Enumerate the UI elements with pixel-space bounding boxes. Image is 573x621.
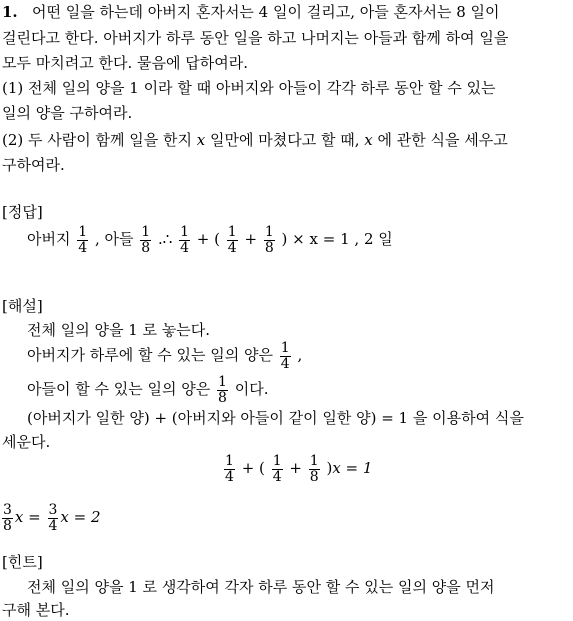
explanation-frac-1-8: $\frac{1}{8}$ [218, 373, 227, 406]
hint-heading: [힌트] [2, 553, 43, 571]
explanation-line-2: 아버지가 하루에 할 수 있는 일의 양은 $\frac{1}{4}$ , [27, 339, 303, 372]
problem-number: 1. [2, 3, 18, 21]
answer-frac-1-4-c: $\frac{1}{4}$ [227, 223, 237, 256]
question-2-var: x [196, 131, 206, 149]
hint-line-1: 전체 일의 양을 1 로 생각하여 각자 하루 동안 할 수 있는 일의 양을 먼저 [27, 578, 495, 596]
answer-son-label: , 아들 [94, 230, 134, 248]
question-2-text-a: (2) 두 사람이 함께 일을 한지 [2, 131, 192, 149]
question-2-text-b: 일만에 마쳤다고 할 때, [210, 131, 360, 149]
problem-text-1: 어떤 일을 하는데 아버지 혼자서는 4 일이 걸리고, 아들 혼자서는 8 일이 [31, 3, 500, 21]
problem-line-3: 모두 마치려고 한다. 물음에 답하여라. [2, 54, 248, 72]
question-1-line-2: 일의 양을 구하여라. [2, 104, 133, 122]
explanation-line-3: 아들이 할 수 있는 일의 양은 $\frac{1}{8}$ 이다. [27, 373, 269, 406]
question-2-text-c: 에 관한 식을 세우고 [377, 131, 508, 149]
explanation-eq-tail: x = 1 [332, 459, 373, 477]
answer-tail: , 2 일 [354, 230, 393, 248]
explanation-final-equation: $\frac{3}{8}$ x = $\frac{3}{4}$ x = 2 [3, 501, 101, 534]
answer-therefore: .∴ [157, 230, 173, 248]
explanation-heading: [해설] [2, 297, 43, 315]
answer-father-label: 아버지 [27, 230, 71, 248]
problem-line-1 [2, 2, 570, 22]
question-2-var-2: x [364, 131, 373, 149]
explanation-line-3-text: 아들이 할 수 있는 일의 양은 [27, 380, 211, 398]
explanation-frac-1-4: $\frac{1}{4}$ [280, 339, 290, 372]
answer-heading: [정답] [2, 203, 43, 221]
problem-line-2: 걸린다고 한다. 아버지가 하루 동안 일을 하고 나머지는 아들과 함께 하여 일을 [2, 29, 509, 47]
question-2-line-1 [2, 130, 508, 150]
hint-line-2: 구해 본다. [2, 601, 70, 619]
explanation-line-5: 세운다. [2, 433, 51, 451]
explanation-line-4: (아버지가 일한 양) + (아버지와 아들이 같이 일한 양) = 1 을 이용하여 식을 [27, 409, 524, 427]
explanation-final-a: x = [14, 508, 41, 526]
answer-frac-1-4-b: $\frac{1}{4}$ [180, 223, 189, 256]
answer-frac-1-8-b: $\frac{1}{8}$ [264, 223, 274, 256]
question-2-line-2: 구하여라. [2, 156, 65, 174]
answer-frac-1-4: $\frac{1}{4}$ [78, 223, 88, 256]
explanation-line-2-text: 아버지가 하루에 할 수 있는 일의 양은 [27, 346, 273, 364]
answer-line: 아버지 $\frac{1}{4}$ , 아들 $\frac{1}{8}$ .∴ $\frac{1}{4}$ + ( $\frac{1}{4}$ + $\frac{1}{8}$ ) × x = 1 , 2 일 [27, 223, 393, 256]
explanation-equation: $\frac{1}{4}$ + ( $\frac{1}{4}$ + $\frac{1}{8}$ )x = 1 [225, 452, 373, 485]
answer-times-x: × x = 1 [292, 230, 350, 248]
answer-frac-1-8: $\frac{1}{8}$ [141, 223, 151, 256]
question-1-line-1: (1) 전체 일의 양을 1 이라 할 때 아버지와 아들이 각각 하루 동안 할 수 있는 [2, 79, 496, 97]
explanation-final-b: x = 2 [60, 508, 101, 526]
explanation-line-1: 전체 일의 양을 1 로 놓는다. [27, 321, 211, 339]
